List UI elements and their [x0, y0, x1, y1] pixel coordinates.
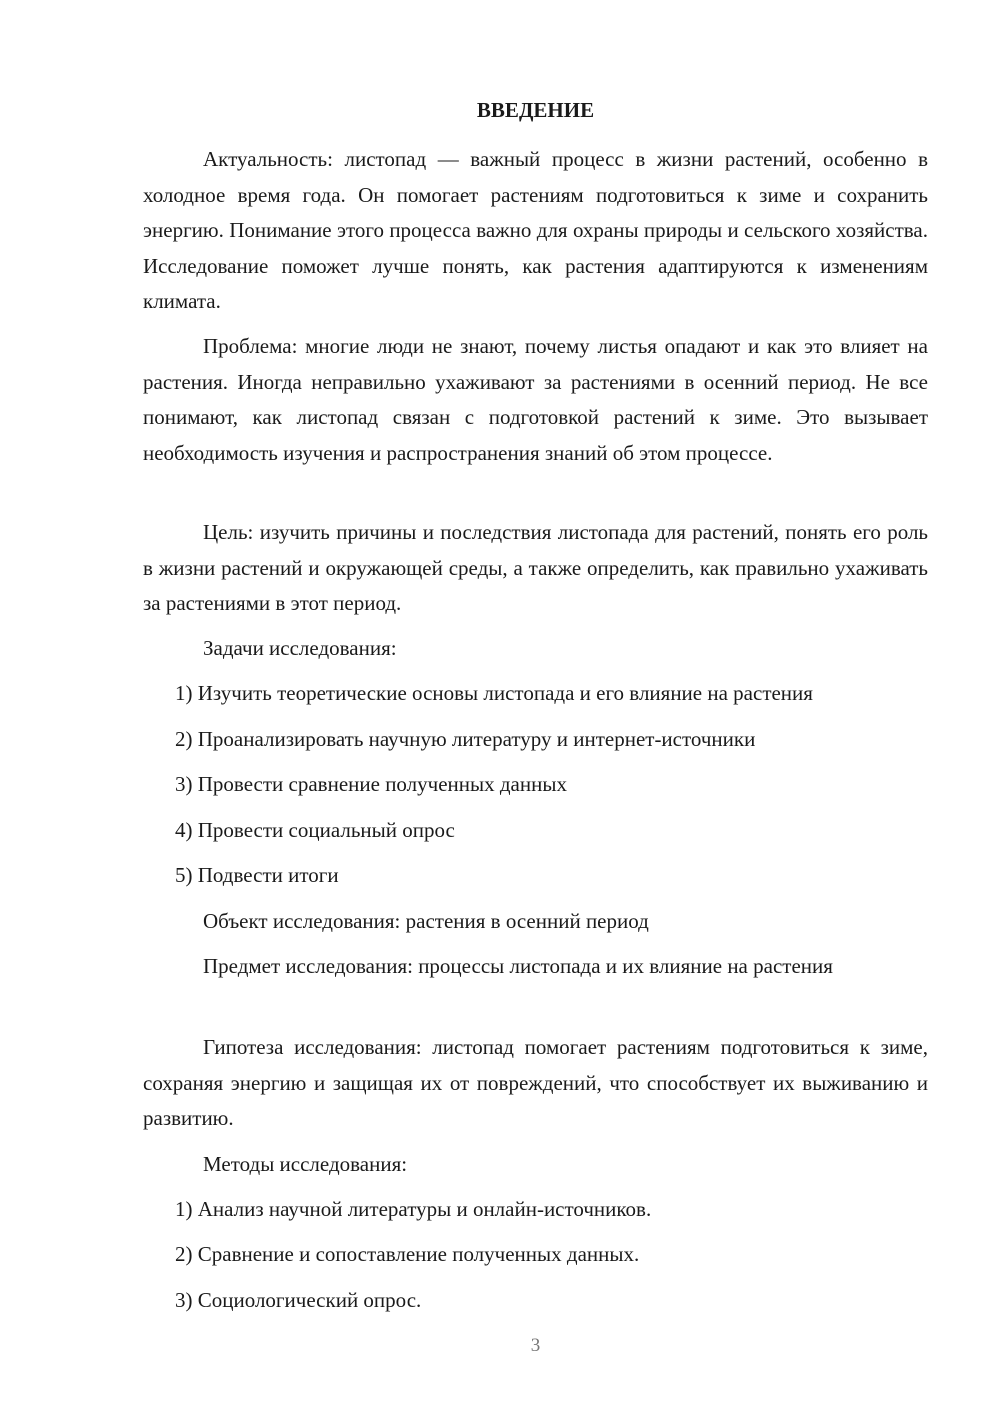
relevance-paragraph: Актуальность: листопад — важный процесс в жизни растений, особенно в холодное время года. Он помогает растениям подготовиться к зиме и сохранить энергию. Понимание этого процесса важно для охраны природы и сельского хозяйства. Исследование поможет лучше понять, как растения адаптируются к изменениям климата. — [143, 147, 928, 313]
methods-heading: Методы исследования: — [203, 1152, 408, 1176]
page-number: 3 — [530, 1335, 541, 1356]
task-item-5: 5) Подвести итоги — [175, 863, 339, 887]
task-item-4: 4) Провести социальный опрос — [175, 818, 455, 842]
tasks-heading: Задачи исследования: — [203, 636, 397, 660]
task-item-1: 1) Изучить теоретические основы листопада и его влияние на растения — [175, 681, 813, 705]
task-item-3: 3) Провести сравнение полученных данных — [175, 772, 567, 796]
method-item-3: 3) Социологический опрос. — [175, 1288, 422, 1312]
document-page — [143, 0, 928, 1414]
hypothesis-paragraph: Гипотеза исследования: листопад помогает растениям подготовиться к зиме, сохраняя энергию и защищая их от повреждений, что способствует их выживанию и развитию. — [143, 1035, 928, 1130]
method-item-1: 1) Анализ научной литературы и онлайн-источников. — [175, 1197, 652, 1221]
page-title: ВВЕДЕНИЕ — [476, 98, 595, 122]
subject-paragraph: Предмет исследования: процессы листопада и их влияние на растения — [203, 954, 833, 978]
problem-paragraph: Проблема: многие люди не знают, почему листья опадают и как это влияет на растения. Иногда неправильно ухаживают за растениями в осенний период. Не все понимают, как листопад связан с подготовкой растений к зиме. Это вызывает необходимость изучения и распространения знаний об этом процессе. — [143, 334, 928, 465]
object-line: Объект исследования: растения в осенний период — [203, 909, 649, 933]
method-item-2: 2) Сравнение и сопоставление полученных данных. — [175, 1242, 640, 1266]
goal-paragraph: Цель: изучить причины и последствия листопада для растений, понять его роль в жизни растений и окружающей среды, а также определить, как правильно ухаживать за растениями в этот период. — [143, 520, 928, 615]
task-item-2: 2) Проанализировать научную литературу и интернет-источники — [175, 727, 756, 751]
